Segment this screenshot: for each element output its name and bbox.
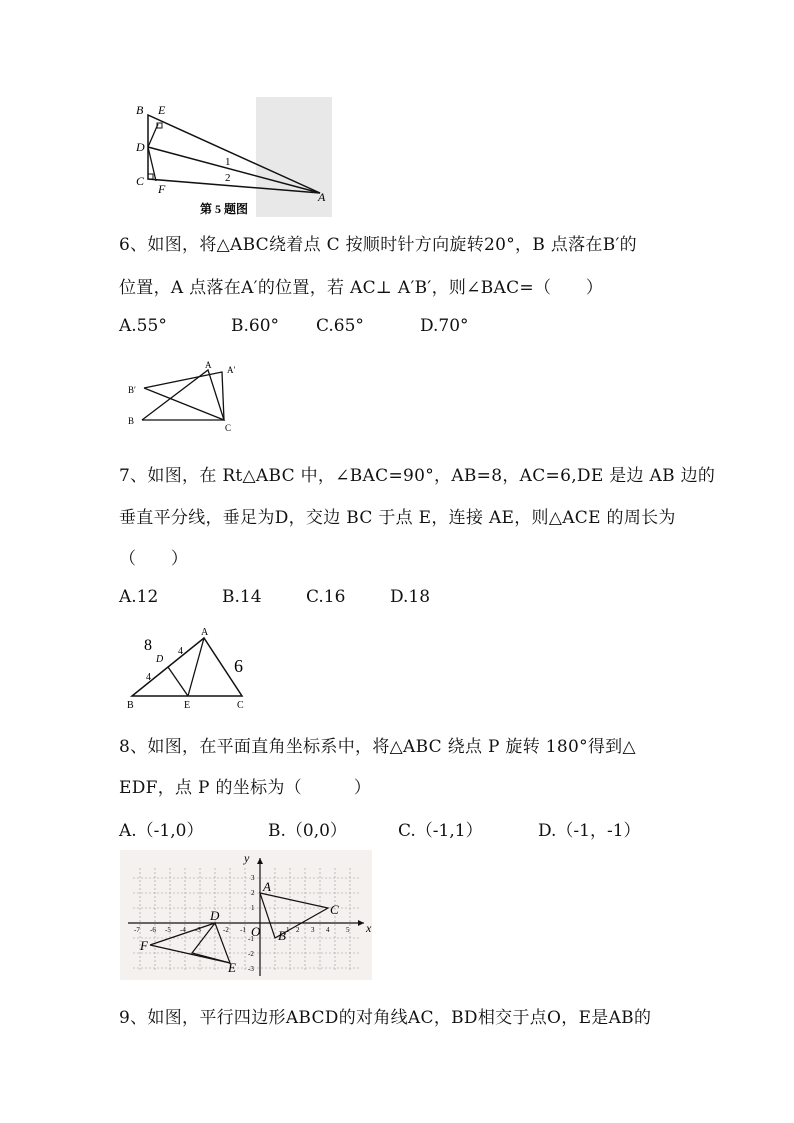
y-tick-2: 2	[251, 889, 255, 897]
x-tick-minus-6: -6	[150, 926, 156, 934]
axis-x-label: x	[366, 921, 372, 935]
x-tick-minus-4: -4	[180, 926, 186, 934]
q8-line-1: 8、如图，在平面直角坐标系中，将△ABC 绕点 P 旋转 180°得到△	[119, 737, 636, 757]
figure-q7	[124, 624, 254, 712]
figure-q5-svg	[136, 97, 332, 217]
q6-line-1: 6、如图，将△ABC绕着点 C 按顺时针方向旋转20°，B 点落在B′的	[119, 235, 637, 255]
label-C: C	[330, 902, 339, 917]
axis-y-label: y	[244, 851, 250, 865]
q9-line-1: 9、如图，平行四边形ABCD的对角线AC，BD相交于点O，E是AB的	[119, 1008, 652, 1028]
label-C: C	[225, 423, 232, 433]
q8-option-d: D.（-1，-1）	[538, 821, 641, 841]
q6-option-a: A.55°	[119, 316, 167, 336]
label-F: F	[140, 938, 148, 953]
label-B: B	[128, 416, 135, 426]
label-length-4a: 4	[146, 672, 151, 683]
figure-q8	[120, 850, 372, 980]
label-E: E	[228, 960, 236, 975]
y-tick-minus-1: -1	[248, 935, 254, 943]
label-length-6: 6	[234, 656, 243, 676]
q7-line-1: 7、如图，在 Rt△ABC 中，∠BAC=90°，AB=8，AC=6,DE 是边 AB 边的	[119, 466, 716, 486]
x-tick-minus-1: -1	[240, 926, 246, 934]
label-A-prime: A′	[227, 365, 236, 375]
x-tick-minus-2: -2	[223, 926, 229, 934]
label-A: A	[201, 627, 209, 638]
x-tick-3: 3	[311, 926, 315, 934]
label-D: D	[210, 908, 220, 923]
q8-option-c: C.（-1,1）	[398, 821, 483, 841]
label-A: A	[205, 360, 212, 370]
label-D: D	[136, 140, 145, 154]
q7-line-2: 垂直平分线，垂足为D，交边 BC 于点 E，连接 AE，则△ACE 的周长为	[119, 508, 676, 528]
q7-line-3: （ ）	[119, 549, 189, 569]
q6-option-d: D.70°	[420, 316, 469, 336]
figure-q5	[136, 97, 332, 217]
x-tick-4: 4	[326, 926, 330, 934]
label-angle-1: 1	[225, 156, 231, 168]
label-E: E	[158, 103, 166, 117]
x-tick-5: 5	[346, 926, 350, 934]
q6-option-c: C.65°	[316, 316, 364, 336]
x-tick-2: 2	[296, 926, 300, 934]
label-D: D	[156, 654, 164, 665]
figure-q6	[128, 357, 256, 437]
label-C: C	[237, 700, 244, 711]
x-tick-minus-3: -3	[195, 926, 201, 934]
q8-option-b: B.（0,0）	[268, 821, 347, 841]
q7-option-b: B.14	[222, 587, 262, 607]
label-B: B	[127, 700, 134, 711]
label-length-4b: 4	[178, 646, 183, 657]
label-E: E	[184, 700, 191, 711]
label-F: F	[158, 182, 166, 196]
label-angle-2: 2	[225, 172, 231, 184]
label-B: B	[278, 928, 286, 943]
q7-option-a: A.12	[119, 587, 159, 607]
figure-q8-svg	[120, 850, 372, 980]
label-C: C	[136, 174, 145, 188]
label-B: B	[136, 103, 144, 117]
figure-q6-svg	[128, 357, 256, 437]
q7-option-d: D.18	[390, 587, 431, 607]
figure-caption: 第 5 题图	[200, 202, 249, 216]
x-tick-minus-5: -5	[165, 926, 171, 934]
label-A: A	[263, 879, 271, 894]
label-A: A	[318, 190, 326, 204]
label-length-8: 8	[144, 637, 152, 654]
y-tick-minus-2: -2	[248, 950, 254, 958]
x-tick-minus-7: -7	[134, 926, 140, 934]
q7-option-c: C.16	[306, 587, 346, 607]
q8-option-a: A.（-1,0）	[119, 821, 204, 841]
x-tick-1: 1	[286, 926, 290, 934]
y-tick-minus-3: -3	[248, 965, 254, 973]
label-B-prime: B′	[128, 385, 136, 395]
q8-line-2: EDF，点 P 的坐标为（ ）	[119, 778, 372, 798]
y-tick-1: 1	[251, 904, 255, 912]
figure-q7-svg	[124, 624, 254, 712]
q6-option-b: B.60°	[231, 316, 280, 336]
label-O: O	[251, 924, 261, 939]
q6-line-2: 位置，A 点落在A′的位置，若 AC⊥ A′B′，则∠BAC=（ ）	[119, 278, 604, 298]
y-tick-3: 3	[251, 874, 255, 882]
